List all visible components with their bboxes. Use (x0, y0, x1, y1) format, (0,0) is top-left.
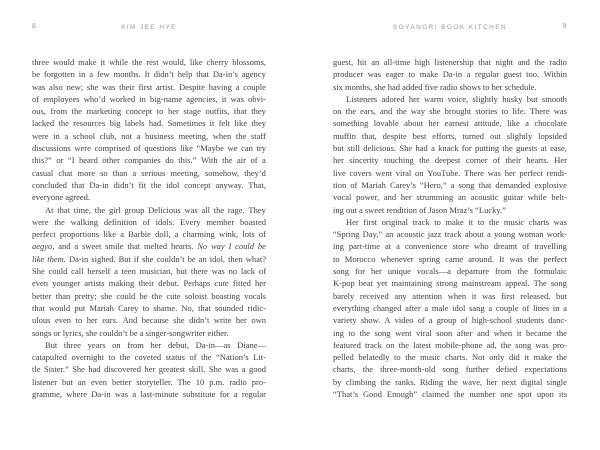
text-line: “That’s Good Enough” claimed the number one spot upon its (333, 389, 567, 400)
text-line: song for her unique vocals—a departure from the formulaic (333, 266, 567, 277)
text-line: ulous even to her ears. And because she didn’t write her own (32, 315, 266, 326)
text-line: everyone agreed. (32, 192, 91, 203)
text-line: charts, the three-month-old song further defied expectations (333, 364, 567, 375)
text-line: like them. Da-in sighed. But if she couldn’t be an idol, then what? (32, 253, 266, 264)
text-line: muffin that, despite best efforts, turned out slightly lopsided (333, 130, 567, 141)
text-line: producer was eager to make Da-in a regular guest too. Within (333, 69, 567, 80)
text-line: guest, hit an all-time high listenership that night and the radio (333, 57, 567, 67)
page-number-right: 9 (562, 23, 567, 30)
text-line: better than pretty; she could be the cute soloist boasting vocals (32, 290, 266, 301)
text-line: her sincerity touching the deepest corner of their hearts. Her (333, 155, 567, 166)
text-line: even younger artists making their debut. Perhaps cute fitted her (32, 278, 266, 289)
text-line: listener but an even better storyteller. The 10 p.m. radio pro- (32, 376, 266, 387)
text-line: by climbing the ranks. Riding the wave, her next digital single (333, 376, 567, 387)
text-line: At that time, the girl group Delicious was all the rage. They (45, 204, 266, 215)
text-line: everything changed after a male idol sang a couple of lines in a (333, 302, 567, 313)
running-header-left: KIM JEE HYE (121, 24, 177, 31)
text-line: catapulted overnight to the coveted status of the “Nation’s Lit- (32, 352, 266, 363)
text-line: casual chat more so than a serious meeting, somehow, they’d (32, 167, 266, 178)
text-line: was also new; she was their first artist. Despite having a couple (32, 81, 266, 92)
text-line: to Morocco whenever spring came around. It was the perfect (333, 253, 567, 264)
text-line: She could call herself a teen musician, but there was no lack of (32, 266, 266, 277)
text-line: Her first original track to make it to the music charts was (346, 216, 567, 227)
running-header-right: SOYANGRI BOOK KITCHEN (392, 24, 508, 31)
text-line: concluded that Da-in didn’t fit the idol concept anyway. That, (32, 179, 266, 190)
text-line: three would make it while the rest would, like cherry blossoms, (32, 57, 266, 67)
text-line: this?” or “I heard other companies do this.” With the air of a (32, 155, 266, 166)
text-line: something lovable about her earnest attitude, like a chocolate (333, 118, 567, 129)
text-line: on the ears, and the way she brought stories to life. There was (333, 106, 567, 117)
text-line: gramme, where Da-in was a last-minute substitute for a regular (32, 389, 266, 400)
text-line: ing out a sweet rendition of Jason Mraz’s “Lucky.” (333, 204, 506, 215)
text-line: songs or lyrics, she couldn’t be a singer-songwriter either. (32, 327, 229, 338)
text-line: of employees who’d worked in big-name agencies, it was obvi- (32, 93, 266, 104)
text-line: barely received any attention when it was first released, but (333, 290, 567, 301)
text-line: featured track on the latest mobile-phone ad, the song was pro- (333, 339, 567, 350)
text-line: be forgotten in a few months. It didn’t help that Da-in’s agency (32, 69, 266, 80)
text-line: live covers went viral on YouTube. There was her perfect rendi- (333, 167, 567, 178)
text-line: tle Sister.” She had discovered her greatest skill. She was a good (32, 364, 266, 375)
text-line: discussions were comprised of questions like “Maybe we can try (32, 143, 266, 154)
text-line: tion of Mariah Carey’s “Hero,” a song that demanded explosive (333, 179, 567, 190)
text-line: K-pop beat yet maintaining strong mainstream appeal. The song (333, 278, 567, 289)
text-line: perfect proportions like a Barbie doll, a charming wink, lots of (32, 229, 266, 240)
text-line: that would put Mariah Carey to shame. No, that sounded ridic- (32, 302, 266, 313)
text-line: lacked the resources big labels had. Sometimes it felt like they (32, 118, 266, 129)
text-line: Listeners adored her warm voice, slightly husky but smooth (346, 93, 567, 104)
text-line: ing part-time at a convenience store who dreamt of travelling (333, 241, 567, 252)
text-line: were in a school club, not a business meeting, when the staff (32, 130, 266, 141)
page-number-left: 8 (32, 23, 37, 30)
text-line: pelled belatedly to the music charts. Not only did it make the (333, 352, 567, 363)
text-line: were the walking definition of idols. Every member boasted (32, 216, 266, 227)
text-line: but still delicious. She had a knack for putting the guests at ease, (333, 143, 567, 154)
text-line: vocal power, and her strumming an acoustic guitar while belt- (333, 192, 567, 203)
right-page-text (333, 56, 567, 400)
text-line: ous, from the marketing concept to her stage outfits, that they (32, 106, 266, 117)
text-line: “Spring Day,” an acoustic jazz track about a young woman work- (333, 229, 567, 240)
text-line: variety show. A video of a group of high-school students danc- (333, 315, 567, 326)
left-page-text (32, 56, 266, 400)
text-line: six months, she had added five radio shows to her schedule. (333, 81, 537, 92)
text-line: aegyo, and a sweet smile that melted hearts. No way I could be (32, 241, 266, 252)
text-line: But three years on from her debut, Da-in—as Diane— (45, 339, 266, 350)
text-line: ing to the song went viral soon after and when it became the (333, 327, 567, 338)
